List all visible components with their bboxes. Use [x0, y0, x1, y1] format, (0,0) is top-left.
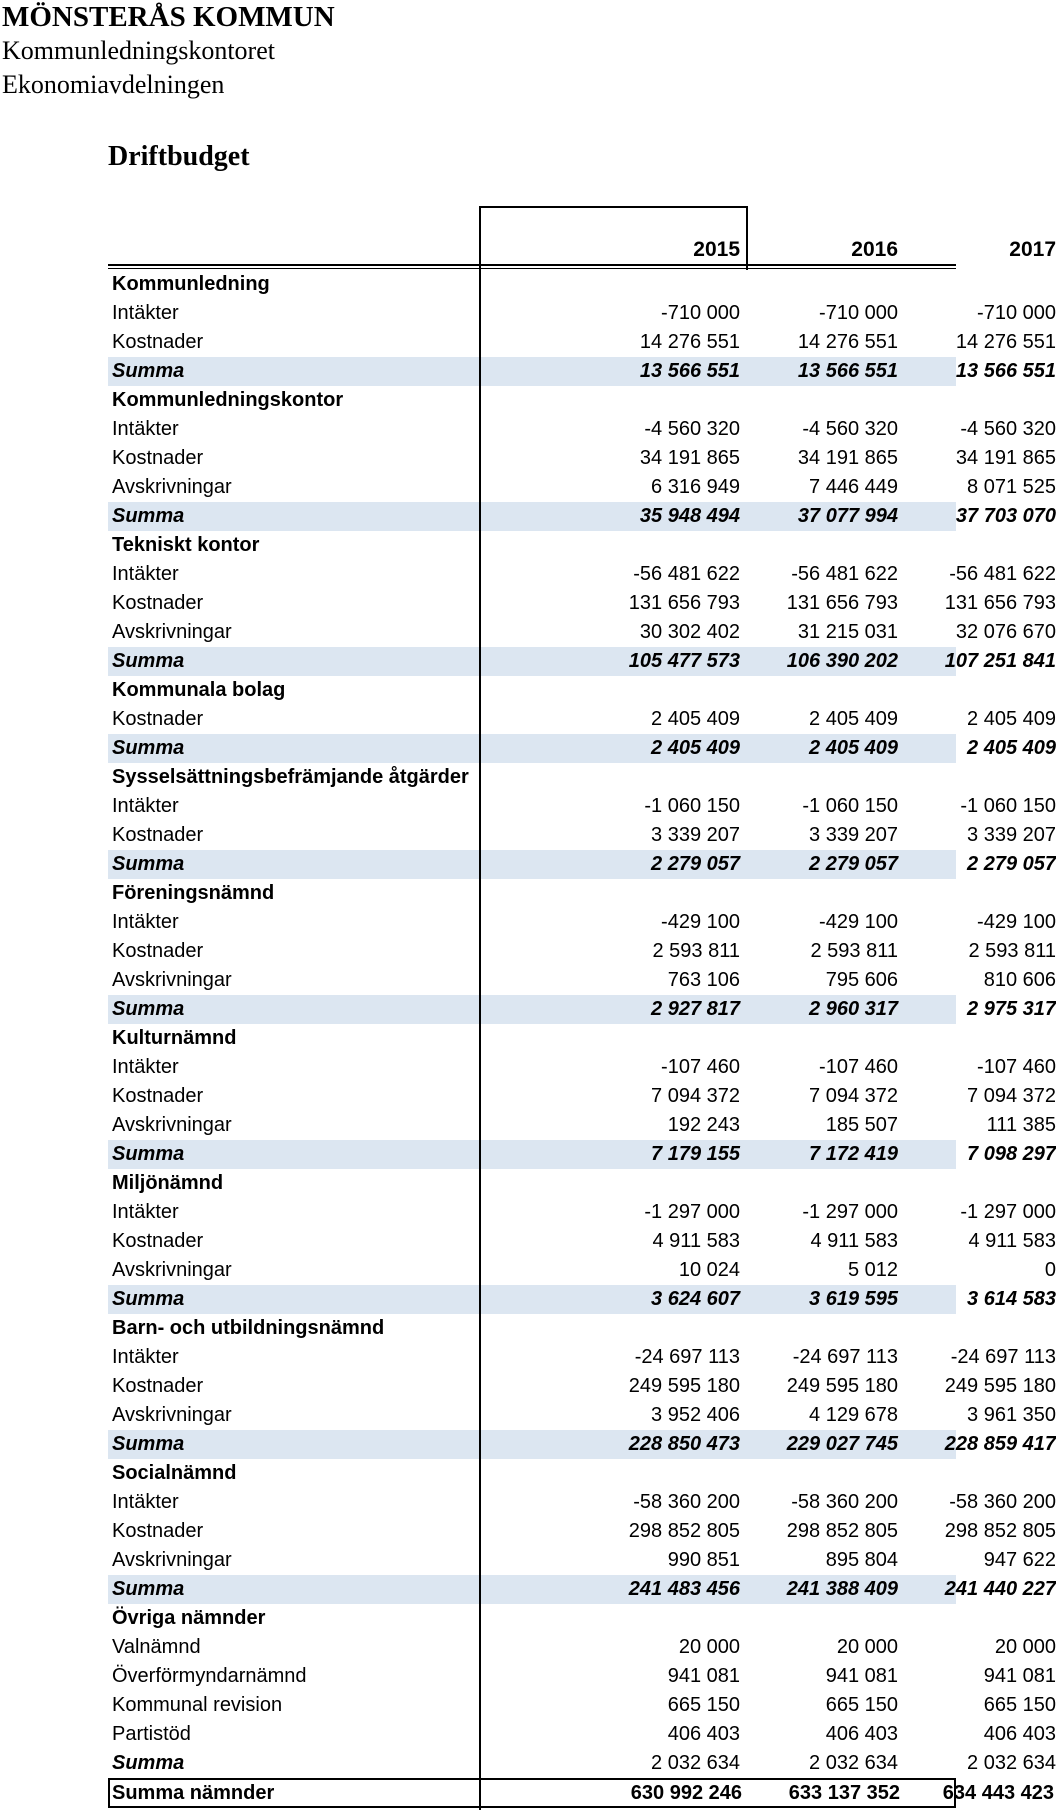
value-2015: -4 560 320 — [644, 418, 740, 440]
value-2017: 947 622 — [983, 1549, 1056, 1571]
row-label: Kommunledning — [112, 273, 270, 295]
value-2017: 3 961 350 — [967, 1404, 1056, 1426]
value-2017: 298 852 805 — [944, 1520, 1056, 1542]
value-2016: 241 388 409 — [786, 1578, 898, 1600]
table-row — [108, 1517, 1056, 1546]
value-2016: -56 481 622 — [791, 563, 898, 585]
row-label: Kostnader — [112, 940, 204, 962]
value-2016: -4 560 320 — [802, 418, 898, 440]
row-label: Summa — [112, 360, 185, 382]
value-2015: 14 276 551 — [639, 331, 740, 353]
row-label: Barn- och utbildningsnämnd — [112, 1317, 385, 1339]
value-2015: 2 032 634 — [651, 1752, 740, 1774]
value-2015: -56 481 622 — [633, 563, 740, 585]
value-2015: 13 566 551 — [639, 360, 740, 382]
value-2016: 185 507 — [825, 1114, 898, 1136]
value-2017: 7 094 372 — [967, 1085, 1056, 1107]
table-row — [108, 1343, 1056, 1372]
row-label: Intäkter — [112, 911, 179, 933]
value-2015: 105 477 573 — [628, 650, 740, 672]
row-label: Kommunledningskontor — [112, 389, 344, 411]
value-2016: 7 094 372 — [809, 1085, 898, 1107]
department-name: Kommunledningskontoret — [2, 36, 275, 65]
table-row — [108, 444, 1056, 473]
table-row — [108, 908, 1056, 937]
budget-rows — [108, 270, 1056, 1808]
row-label: Sysselsättningsbefrämjande åtgärder — [112, 766, 469, 788]
value-2015: 241 483 456 — [628, 1578, 740, 1600]
table-row — [108, 792, 1056, 821]
value-2016: 34 191 865 — [797, 447, 898, 469]
value-2016: 37 077 994 — [797, 505, 898, 527]
row-label: Kulturnämnd — [112, 1027, 237, 1049]
value-2015: 131 656 793 — [628, 592, 740, 614]
table-row — [108, 1720, 1056, 1749]
value-2017: 665 150 — [983, 1694, 1056, 1716]
value-2016: 2 405 409 — [809, 737, 898, 759]
row-label: Avskrivningar — [112, 1404, 232, 1426]
summary-row — [108, 1140, 1056, 1169]
value-2015: 30 302 402 — [639, 621, 740, 643]
value-2015: 228 850 473 — [628, 1433, 740, 1455]
row-label: Summa — [112, 1288, 185, 1310]
row-label: Summa — [112, 998, 185, 1020]
value-2015: -1 297 000 — [644, 1201, 740, 1223]
summary-row — [108, 357, 1056, 386]
value-2015: 4 911 583 — [652, 1230, 740, 1252]
value-2017: -58 360 200 — [949, 1491, 1056, 1513]
table-row — [108, 705, 1056, 734]
header-rule-thick — [108, 264, 956, 266]
row-label: Kommunal revision — [112, 1694, 283, 1716]
value-2016: 298 852 805 — [786, 1520, 898, 1542]
value-2017: 20 000 — [994, 1636, 1056, 1658]
value-2015: 2 405 409 — [651, 737, 740, 759]
value-2015: 2 405 409 — [651, 708, 740, 730]
row-label: Intäkter — [112, 1201, 179, 1223]
row-label: Partistöd — [112, 1723, 191, 1745]
table-row — [108, 589, 1056, 618]
value-2016: 2 279 057 — [809, 853, 898, 875]
value-2017: 32 076 670 — [955, 621, 1056, 643]
value-2017: 14 276 551 — [955, 331, 1056, 353]
row-label: Kostnader — [112, 447, 204, 469]
value-2016: -1 060 150 — [802, 795, 898, 817]
value-2016: 2 593 811 — [810, 940, 898, 962]
value-2017: -56 481 622 — [949, 563, 1056, 585]
row-label: Kostnader — [112, 331, 204, 353]
value-2017: 7 098 297 — [967, 1143, 1056, 1165]
value-2017: -429 100 — [977, 911, 1056, 933]
value-2016: 20 000 — [836, 1636, 898, 1658]
row-label: Summa — [112, 1143, 185, 1165]
value-2016: -24 697 113 — [792, 1346, 898, 1368]
section-header-row — [108, 386, 956, 415]
row-label: Intäkter — [112, 418, 179, 440]
value-2016: 7 446 449 — [809, 476, 898, 498]
value-2015: 665 150 — [667, 1694, 740, 1716]
row-label: Summa — [112, 1433, 185, 1455]
value-2017: 634 443 423 — [942, 1782, 1054, 1804]
value-2017: 3 614 583 — [967, 1288, 1056, 1310]
value-2017: 34 191 865 — [955, 447, 1056, 469]
value-2016: 13 566 551 — [797, 360, 898, 382]
organization-name: MÖNSTERÅS KOMMUN — [2, 1, 335, 33]
value-2016: 665 150 — [825, 1694, 898, 1716]
table-row — [108, 560, 1056, 589]
section-header-row — [108, 1169, 956, 1198]
table-row — [108, 1662, 1056, 1691]
row-label: Kostnader — [112, 824, 204, 846]
summary-row — [108, 502, 1056, 531]
value-2016: 4 129 678 — [809, 1404, 898, 1426]
value-2015: -107 460 — [661, 1056, 740, 1078]
value-2016: 3 339 207 — [809, 824, 898, 846]
column-border-right — [746, 206, 748, 270]
value-2016: 4 911 583 — [810, 1230, 898, 1252]
row-label: Summa — [112, 505, 185, 527]
row-label: Kostnader — [112, 1375, 204, 1397]
value-2016: -58 360 200 — [791, 1491, 898, 1513]
value-2016: 2 960 317 — [809, 998, 898, 1020]
value-2017: 2 279 057 — [967, 853, 1056, 875]
row-label: Summa — [112, 737, 185, 759]
value-2016: 229 027 745 — [786, 1433, 898, 1455]
value-2016: 7 172 419 — [809, 1143, 898, 1165]
row-label: Intäkter — [112, 563, 179, 585]
document-title: Driftbudget — [108, 141, 250, 172]
column-border-left — [479, 206, 481, 1810]
table-row — [108, 1401, 1056, 1430]
table-row — [108, 1546, 1056, 1575]
value-2017: 2 593 811 — [968, 940, 1056, 962]
budget-table — [108, 206, 1056, 1810]
row-label: Valnämnd — [112, 1636, 201, 1658]
value-2015: -1 060 150 — [644, 795, 740, 817]
row-label: Summa — [112, 853, 185, 875]
value-2017: 406 403 — [983, 1723, 1056, 1745]
value-2017: -710 000 — [977, 302, 1056, 324]
value-2017: 2 975 317 — [967, 998, 1056, 1020]
value-2017: 107 251 841 — [944, 650, 1056, 672]
grand-total-row — [108, 1778, 1054, 1808]
table-row — [108, 1082, 1056, 1111]
value-2015: 2 927 817 — [651, 998, 740, 1020]
section-header-row — [108, 531, 956, 560]
table-row — [108, 1633, 1056, 1662]
table-row — [108, 299, 1056, 328]
value-2015: 6 316 949 — [651, 476, 740, 498]
value-2017: 2 405 409 — [967, 708, 1056, 730]
table-row — [108, 473, 1056, 502]
summary-row — [108, 1749, 1056, 1778]
section-header-row — [108, 1314, 956, 1343]
value-2016: -1 297 000 — [802, 1201, 898, 1223]
value-2015: 630 992 246 — [630, 1782, 742, 1804]
row-label: Kostnader — [112, 1085, 204, 1107]
value-2017: 228 859 417 — [944, 1433, 1056, 1455]
section-header-row — [108, 879, 956, 908]
value-2017: 111 385 — [986, 1114, 1056, 1136]
value-2016: 895 804 — [825, 1549, 898, 1571]
value-2015: 2 593 811 — [652, 940, 740, 962]
section-header-row — [108, 1604, 956, 1633]
table-row — [108, 1372, 1056, 1401]
row-label: Avskrivningar — [112, 1259, 232, 1281]
row-label: Överförmyndarnämnd — [112, 1665, 307, 1687]
value-2015: 7 094 372 — [651, 1085, 740, 1107]
row-label: Kostnader — [112, 1230, 204, 1252]
row-label: Avskrivningar — [112, 1114, 232, 1136]
row-label: Socialnämnd — [112, 1462, 237, 1484]
row-label: Kostnader — [112, 1520, 204, 1542]
value-2015: 763 106 — [667, 969, 740, 991]
value-2016: -710 000 — [819, 302, 898, 324]
value-2015: 298 852 805 — [628, 1520, 740, 1542]
row-label: Summa — [112, 650, 185, 672]
value-2016: 406 403 — [825, 1723, 898, 1745]
value-2016: 249 595 180 — [786, 1375, 898, 1397]
section-header-row — [108, 270, 956, 299]
value-2015: 20 000 — [678, 1636, 740, 1658]
section-header-row — [108, 1024, 956, 1053]
table-row — [108, 1256, 1056, 1285]
row-label: Tekniskt kontor — [112, 534, 260, 556]
value-2017: -4 560 320 — [960, 418, 1056, 440]
value-2017: -24 697 113 — [950, 1346, 1056, 1368]
value-2016: 795 606 — [825, 969, 898, 991]
header-rule-thin — [108, 268, 956, 269]
table-row — [108, 1691, 1056, 1720]
row-label: Avskrivningar — [112, 621, 232, 643]
table-row — [108, 1198, 1056, 1227]
value-2015: 192 243 — [667, 1114, 740, 1136]
value-2015: 10 024 — [678, 1259, 740, 1281]
value-2015: 7 179 155 — [651, 1143, 740, 1165]
row-label: Kostnader — [112, 708, 204, 730]
value-2017: 8 071 525 — [967, 476, 1056, 498]
row-label: Kommunala bolag — [112, 679, 286, 701]
row-label: Intäkter — [112, 1056, 179, 1078]
table-row — [108, 415, 1056, 444]
row-label: Avskrivningar — [112, 476, 232, 498]
value-2016: 633 137 352 — [788, 1782, 900, 1804]
value-2017: -1 060 150 — [960, 795, 1056, 817]
row-label: Avskrivningar — [112, 969, 232, 991]
row-label: Miljönämnd — [112, 1172, 224, 1194]
value-2015: 3 624 607 — [651, 1288, 740, 1310]
column-border-top — [479, 206, 748, 208]
value-2017: 13 566 551 — [955, 360, 1056, 382]
row-label: Intäkter — [112, 1346, 179, 1368]
value-2016: 5 012 — [847, 1259, 898, 1281]
value-2017: 37 703 070 — [955, 505, 1056, 527]
value-2016: 31 215 031 — [797, 621, 898, 643]
year-header-row — [108, 206, 1056, 270]
value-2015: -710 000 — [661, 302, 740, 324]
value-2015: 406 403 — [667, 1723, 740, 1745]
table-row — [108, 937, 1056, 966]
value-2017: 941 081 — [983, 1665, 1056, 1687]
row-label: Kostnader — [112, 592, 204, 614]
row-label: Intäkter — [112, 302, 179, 324]
value-2015: 35 948 494 — [639, 505, 740, 527]
table-row — [108, 821, 1056, 850]
value-2015: -429 100 — [661, 911, 740, 933]
row-label: Intäkter — [112, 1491, 179, 1513]
value-2016: -107 460 — [819, 1056, 898, 1078]
row-label: Föreningsnämnd — [112, 882, 275, 904]
value-2017: -107 460 — [977, 1056, 1056, 1078]
row-label: Övriga nämnder — [112, 1607, 266, 1629]
section-header-row — [108, 763, 956, 792]
value-2016: 131 656 793 — [786, 592, 898, 614]
value-2015: -58 360 200 — [633, 1491, 740, 1513]
value-2015: -24 697 113 — [634, 1346, 740, 1368]
summary-row — [108, 734, 1056, 763]
value-2017: -1 297 000 — [960, 1201, 1056, 1223]
table-row — [108, 618, 1056, 647]
row-label: Intäkter — [112, 795, 179, 817]
row-label: Avskrivningar — [112, 1549, 232, 1571]
value-2017: 810 606 — [983, 969, 1056, 991]
value-2017: 249 595 180 — [944, 1375, 1056, 1397]
table-row — [108, 328, 1056, 357]
value-2016: 14 276 551 — [797, 331, 898, 353]
value-2017: 2 405 409 — [967, 737, 1056, 759]
summary-row — [108, 647, 1056, 676]
year-header-2017: 2017 — [1009, 238, 1056, 261]
value-2017: 2 032 634 — [967, 1752, 1056, 1774]
table-row — [108, 1227, 1056, 1256]
table-row — [108, 1488, 1056, 1517]
value-2017: 3 339 207 — [967, 824, 1056, 846]
table-row — [108, 966, 1056, 995]
section-header-row — [108, 1459, 956, 1488]
document-header — [2, 0, 335, 102]
value-2016: -429 100 — [819, 911, 898, 933]
value-2015: 249 595 180 — [628, 1375, 740, 1397]
value-2016: 2 032 634 — [809, 1752, 898, 1774]
summary-row — [108, 1430, 1056, 1459]
row-label: Summa — [112, 1578, 185, 1600]
row-label: Summa nämnder — [112, 1782, 275, 1804]
summary-row — [108, 995, 1056, 1024]
value-2016: 941 081 — [825, 1665, 898, 1687]
year-header-2016: 2016 — [851, 238, 898, 261]
value-2015: 34 191 865 — [639, 447, 740, 469]
section-header-row — [108, 676, 956, 705]
value-2015: 2 279 057 — [651, 853, 740, 875]
table-row — [108, 1111, 1056, 1140]
value-2016: 3 619 595 — [809, 1288, 898, 1310]
value-2017: 241 440 227 — [944, 1578, 1056, 1600]
value-2015: 3 339 207 — [651, 824, 740, 846]
row-label: Summa — [112, 1752, 185, 1774]
value-2015: 990 851 — [667, 1549, 740, 1571]
summary-row — [108, 1285, 1056, 1314]
summary-row — [108, 850, 1056, 879]
division-name: Ekonomiavdelningen — [2, 70, 225, 99]
value-2016: 2 405 409 — [809, 708, 898, 730]
summary-row — [108, 1575, 1056, 1604]
table-row — [108, 1053, 1056, 1082]
value-2017: 0 — [1044, 1259, 1056, 1281]
value-2015: 941 081 — [667, 1665, 740, 1687]
value-2017: 4 911 583 — [968, 1230, 1056, 1252]
value-2017: 131 656 793 — [944, 592, 1056, 614]
value-2015: 3 952 406 — [651, 1404, 740, 1426]
value-2016: 106 390 202 — [786, 650, 898, 672]
year-header-2015: 2015 — [693, 238, 740, 261]
